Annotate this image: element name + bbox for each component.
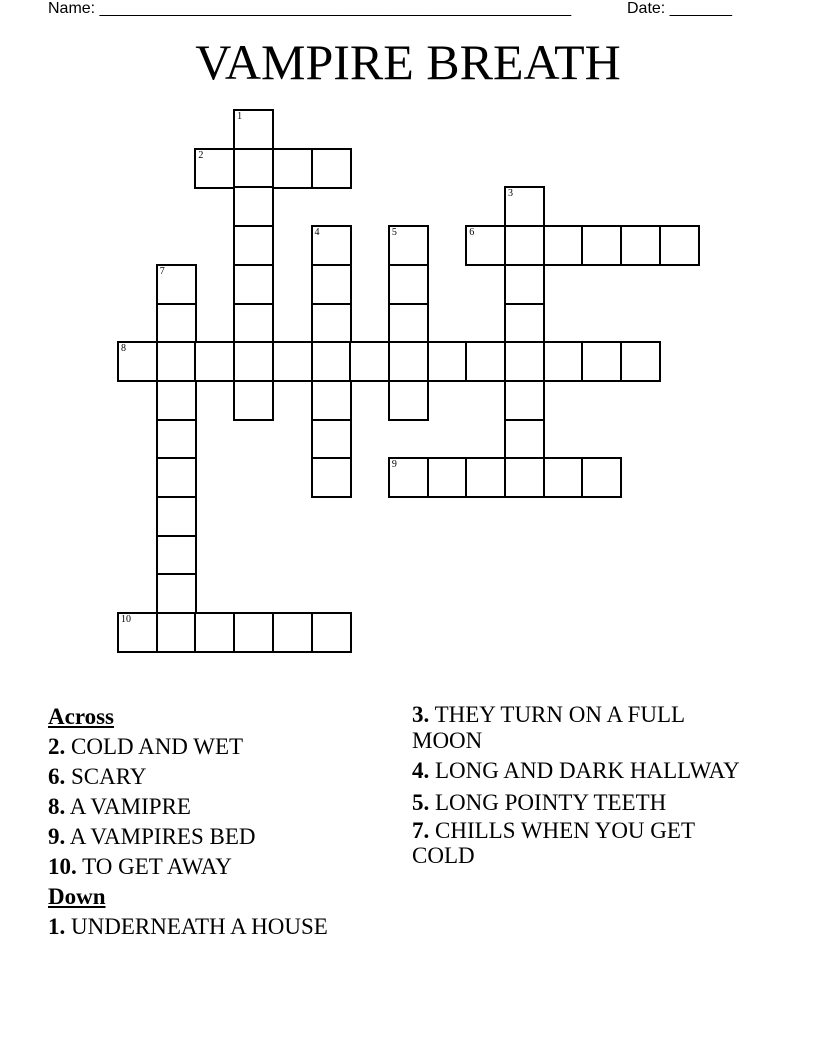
grid-cell[interactable] [465, 341, 506, 382]
grid-cell[interactable] [427, 341, 468, 382]
grid-cell[interactable] [581, 225, 622, 266]
grid-cell[interactable] [311, 612, 352, 653]
grid-cell[interactable] [272, 341, 313, 382]
grid-cell[interactable] [311, 148, 352, 189]
grid-cell[interactable] [504, 303, 545, 344]
grid-cell[interactable] [156, 380, 197, 421]
clue-across-2 [48, 732, 398, 762]
grid-cell[interactable] [581, 457, 622, 498]
clue-number: 7. [412, 817, 430, 843]
grid-cell[interactable] [388, 341, 429, 382]
clue-number-label: 3 [508, 188, 513, 200]
clue-text: UNDERNEATH A HOUSE [71, 914, 328, 939]
clue-text: LONG POINTY TEETH [435, 789, 667, 815]
grid-cell[interactable] [311, 303, 352, 344]
grid-cell[interactable] [543, 457, 584, 498]
clue-text: SCARY [71, 764, 147, 789]
grid-cell[interactable] [388, 264, 429, 305]
clue-across-8 [48, 792, 398, 822]
grid-cell[interactable] [465, 225, 506, 266]
grid-cell[interactable] [233, 225, 274, 266]
grid-cell[interactable] [543, 341, 584, 382]
clue-number: 9. [48, 824, 66, 849]
clue-number-label: 4 [314, 227, 320, 239]
clue-text: CHILLS WHEN YOU GET COLD [412, 817, 695, 868]
clue-across-9 [48, 822, 398, 852]
clue-down-5 [412, 788, 752, 818]
clue-number-label: 9 [391, 459, 397, 471]
clue-across-6 [48, 762, 398, 792]
clue-down-4 [412, 758, 752, 784]
clue-number-label: 7 [159, 265, 165, 277]
grid-cell[interactable] [117, 341, 158, 382]
puzzle-title: VAMPIRE BREATH [195, 34, 621, 90]
clue-number-label: 2 [198, 149, 204, 161]
clue-text: A VAMIPRE [69, 794, 191, 819]
grid-cell[interactable] [504, 380, 545, 421]
clues-column-left [48, 702, 398, 942]
clue-number-label: 6 [469, 227, 475, 239]
grid-cell[interactable] [194, 341, 235, 382]
clue-number: 2. [48, 734, 66, 759]
clue-text: TO GET AWAY [82, 854, 232, 879]
clue-down-3 [412, 702, 752, 753]
grid-cell[interactable] [504, 457, 545, 498]
grid-cell[interactable] [349, 341, 390, 382]
name-field: Name: _____________________________________________________ [48, 0, 572, 17]
grid-cell[interactable] [233, 612, 274, 653]
date-field: Date: _______ [627, 0, 732, 17]
grid-cell[interactable] [388, 380, 429, 421]
clue-number: 3. [412, 702, 430, 727]
grid-cell[interactable] [156, 341, 197, 382]
clue-text: LONG AND DARK HALLWAY [435, 757, 740, 783]
grid-cell[interactable] [233, 109, 274, 150]
clue-number: 4. [412, 757, 430, 783]
clue-number: 5. [412, 789, 430, 815]
grid-cell[interactable] [194, 148, 235, 189]
grid-cell[interactable] [233, 303, 274, 344]
grid-cell[interactable] [388, 303, 429, 344]
grid-cell[interactable] [388, 225, 429, 266]
grid-cell[interactable] [543, 225, 584, 266]
grid-cell[interactable] [311, 264, 352, 305]
grid-cell[interactable] [233, 341, 274, 382]
grid-cell[interactable] [504, 225, 545, 266]
grid-cell[interactable] [156, 419, 197, 460]
grid-cell[interactable] [156, 612, 197, 653]
grid-cell[interactable] [659, 225, 700, 266]
down-heading: Down [48, 884, 106, 909]
clue-text: THEY TURN ON A FULL MOON [412, 702, 685, 753]
grid-cell[interactable] [156, 264, 197, 305]
grid-cell[interactable] [194, 612, 235, 653]
grid-cell[interactable] [311, 419, 352, 460]
clues-column-right [412, 702, 752, 873]
grid-cell[interactable] [620, 225, 661, 266]
clue-number: 1. [48, 914, 66, 939]
grid-cell[interactable] [233, 264, 274, 305]
grid-cell[interactable] [311, 457, 352, 498]
grid-cell[interactable] [311, 341, 352, 382]
grid-cell[interactable] [504, 264, 545, 305]
clue-number: 8. [48, 794, 66, 819]
grid-cell[interactable] [504, 341, 545, 382]
clue-number-label: 5 [391, 227, 397, 239]
grid-cell[interactable] [311, 225, 352, 266]
clue-number: 6. [48, 764, 66, 789]
grid-cell[interactable] [117, 612, 158, 653]
grid-cell[interactable] [620, 341, 661, 382]
grid-cell[interactable] [504, 186, 545, 227]
grid-cell[interactable] [311, 380, 352, 421]
grid-cell[interactable] [156, 535, 197, 576]
grid-cell[interactable] [156, 457, 197, 498]
grid-cell[interactable] [504, 419, 545, 460]
clue-text: A VAMPIRES BED [69, 824, 256, 849]
clue-number: 10. [48, 854, 77, 879]
grid-cell[interactable] [581, 341, 622, 382]
grid-cell[interactable] [156, 496, 197, 537]
grid-cell[interactable] [272, 612, 313, 653]
clue-down-1 [48, 912, 398, 942]
grid-cell[interactable] [465, 457, 506, 498]
clue-number-label: 1 [237, 111, 243, 122]
grid-cell[interactable] [427, 457, 468, 498]
grid-cell[interactable] [233, 380, 274, 421]
grid-cell[interactable] [156, 573, 197, 614]
grid-cell[interactable] [388, 457, 429, 498]
clue-number-label: 10 [121, 614, 131, 626]
clue-number-label: 8 [121, 343, 126, 355]
clue-text: COLD AND WET [71, 734, 244, 759]
grid-cell[interactable] [233, 148, 274, 189]
across-heading: Across [48, 704, 115, 729]
clue-down-7 [412, 818, 752, 869]
grid-cell[interactable] [233, 186, 274, 227]
grid-cell[interactable] [272, 148, 313, 189]
grid-cell[interactable] [156, 303, 197, 344]
clue-across-10 [48, 852, 398, 882]
